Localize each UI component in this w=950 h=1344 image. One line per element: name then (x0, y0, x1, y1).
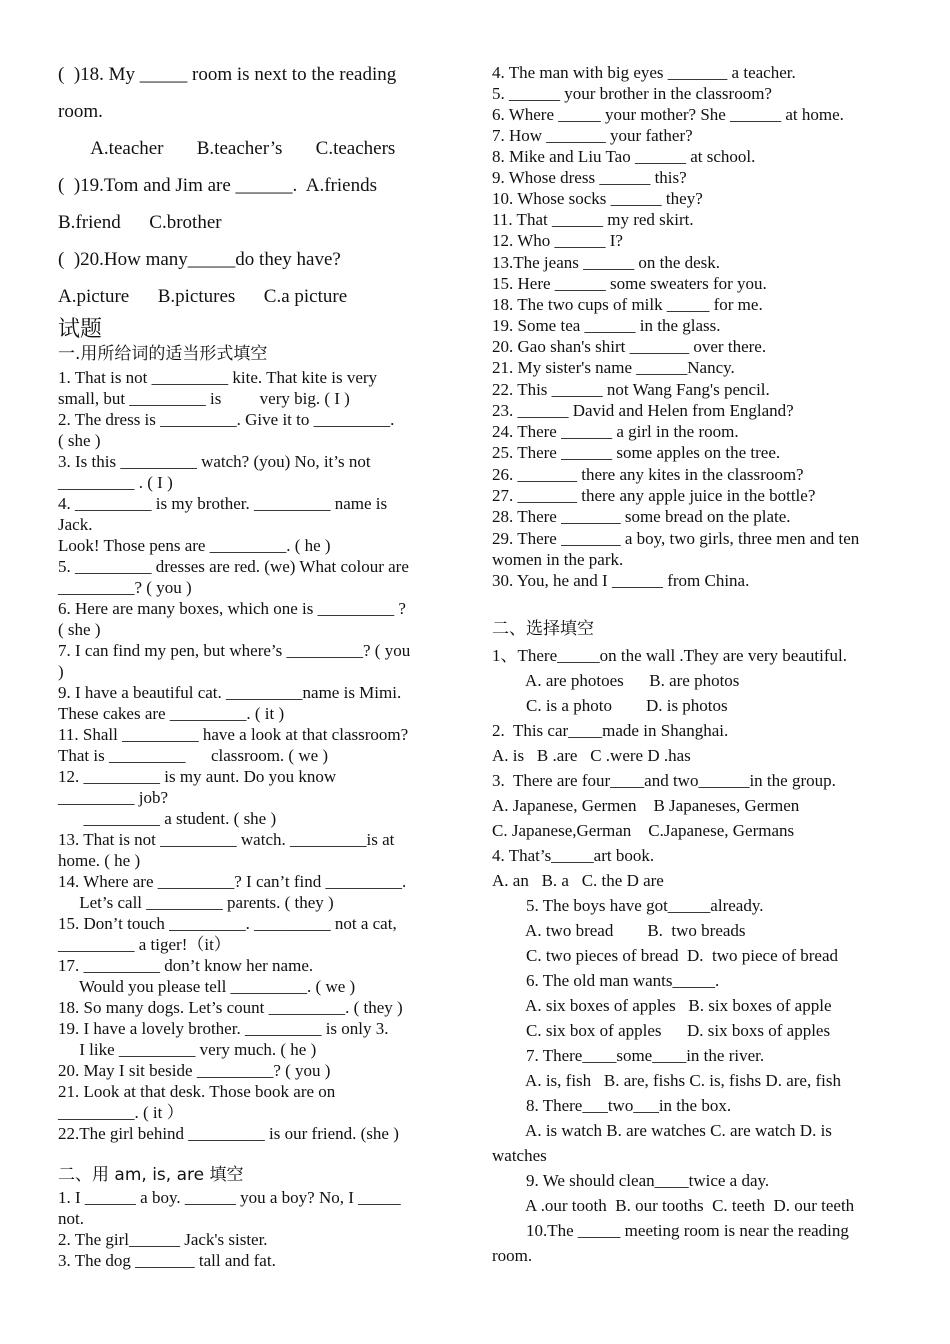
choice-line: C. six box of apples D. six boxs of apples (492, 1021, 831, 1040)
exercise-line: _________ job? (58, 788, 169, 807)
choice-line: 7. There____some____in the river. (492, 1046, 765, 1065)
exercise-line: I like _________ very much. ( he ) (58, 1040, 317, 1059)
choice-line: A. is watch B. are watches C. are watch D. is (492, 1121, 832, 1140)
exercise-line: 29. There _______ a boy, two girls, three men and ten (492, 529, 860, 548)
exercise-line: 9. I have a beautiful cat. _________name is Mimi. (58, 683, 402, 702)
exercise-line: 13.The jeans ______ on the desk. (492, 253, 721, 272)
exercise-line: 4. The man with big eyes _______ a teacher. (492, 63, 796, 82)
question-18-options: A.teacher B.teacher’s C.teachers (58, 138, 396, 159)
exercise-line: 6. Where _____ your mother? She ______ at home. (492, 105, 844, 124)
choice-line: room. (492, 1246, 533, 1265)
exercise-line: 11. That ______ my red skirt. (492, 210, 694, 229)
exercise-line: 12. _________ is my aunt. Do you know (58, 767, 337, 786)
exercise-line: 5. ______ your brother in the classroom? (492, 84, 772, 103)
exercise-line: _________. ( it ） (58, 1103, 184, 1122)
exercise-line: 3. Is this _________ watch? (you) No, it’s not (58, 452, 371, 471)
exercise-line: 1. I ______ a boy. ______ you a boy? No, I _____ (58, 1188, 401, 1207)
exercise-line: 22. This ______ not Wang Fang's pencil. (492, 380, 770, 399)
exercise-line: That is _________ classroom. ( we ) (58, 746, 329, 765)
exercise-line: 3. The dog _______ tall and fat. (58, 1251, 276, 1270)
section-heading: 一.用所给词的适当形式填空 (58, 344, 268, 364)
exercise-line: 9. Whose dress ______ this? (492, 168, 687, 187)
question-19-line: ( )19.Tom and Jim are ______. A.friends (58, 175, 377, 196)
exercise-line: 25. There ______ some apples on the tree. (492, 443, 781, 462)
section-heading: 二、选择填空 (492, 619, 594, 639)
exercise-line: 21. My sister's name ______Nancy. (492, 358, 735, 377)
exercise-line: Look! Those pens are _________. ( he ) (58, 536, 331, 555)
exercise-line: 8. Mike and Liu Tao ______ at school. (492, 147, 756, 166)
exercise-line: 1. That is not _________ kite. That kite is very (58, 368, 378, 387)
exercise-line: 2. The dress is _________. Give it to _________. (58, 410, 395, 429)
exercise-line: 7. I can find my pen, but where’s _________? ( you (58, 641, 411, 660)
exercise-line: These cakes are _________. ( it ) (58, 704, 285, 723)
choice-line: C. Japanese,German C.Japanese, Germans (492, 821, 795, 840)
exercise-line: 10. Whose socks ______ they? (492, 189, 703, 208)
exercise-line: 11. Shall _________ have a look at that classroom? (58, 725, 409, 744)
choice-line: 8. There___two___in the box. (492, 1096, 732, 1115)
choice-line: 1、There_____on the wall .They are very beautiful. (492, 646, 847, 665)
exercise-line: _________? ( you ) (58, 578, 192, 597)
exercise-line: 12. Who ______ I? (492, 231, 623, 250)
choice-line: 10.The _____ meeting room is near the reading (492, 1221, 849, 1240)
exercise-line: 22.The girl behind _________ is our friend. (she ) (58, 1124, 399, 1143)
exercise-line: 14. Where are _________? I can’t find _________. (58, 872, 407, 891)
exercise-line: _________ a student. ( she ) (58, 809, 277, 828)
exercise-line: 19. I have a lovely brother. _________ is only 3. (58, 1019, 389, 1038)
exercise-line: 15. Don’t touch _________. _________ not a cat, (58, 914, 397, 933)
exercise-line: 28. There _______ some bread on the plate. (492, 507, 791, 526)
question-20-line: ( )20.How many_____do they have? (58, 249, 341, 270)
exercise-line: 7. How _______ your father? (492, 126, 693, 145)
choice-line: A .our tooth B. our tooths C. teeth D. our teeth (492, 1196, 855, 1215)
exercise-line: 5. _________ dresses are red. (we) What colour are (58, 557, 409, 576)
exercise-line: 4. _________ is my brother. _________ name is (58, 494, 388, 513)
exercise-line: ( she ) (58, 620, 101, 639)
exercise-line: 18. The two cups of milk _____ for me. (492, 295, 763, 314)
exercise-line: 30. You, he and I ______ from China. (492, 571, 750, 590)
exercise-line: 19. Some tea ______ in the glass. (492, 316, 721, 335)
exercise-line: 27. _______ there any apple juice in the bottle? (492, 486, 816, 505)
choice-line: C. two pieces of bread D. two piece of bread (492, 946, 839, 965)
choice-line: A. is, fish B. are, fishs C. is, fishs D. are, fish (492, 1071, 841, 1090)
choice-line: 3. There are four____and two______in the group. (492, 771, 836, 790)
exercise-line: Let’s call _________ parents. ( they ) (58, 893, 334, 912)
section-heading: 二、用 am, is, are 填空 (58, 1165, 244, 1185)
exercise-line: 17. _________ don’t know her name. (58, 956, 314, 975)
choice-line: 2. This car____made in Shanghai. (492, 721, 729, 740)
exercise-line: 21. Look at that desk. Those book are on (58, 1082, 336, 1101)
exercise-line: _________ . ( I ) (58, 473, 173, 492)
exercise-line: small, but _________ is very big. ( I ) (58, 389, 350, 408)
exercise-line: 20. Gao shan's shirt _______ over there. (492, 337, 767, 356)
exercise-line: Would you please tell _________. ( we ) (58, 977, 356, 996)
choice-line: A. Japanese, Germen B Japaneses, Germen (492, 796, 800, 815)
choice-line: A. an B. a C. the D are (492, 871, 664, 890)
question-18-cont: room. (58, 101, 103, 122)
exercise-line: not. (58, 1209, 84, 1228)
choice-line: C. is a photo D. is photos (492, 696, 728, 715)
choice-line: A. six boxes of apples B. six boxes of apple (492, 996, 832, 1015)
exercise-line: 2. The girl______ Jack's sister. (58, 1230, 268, 1249)
exercise-line: 6. Here are many boxes, which one is _________ ? (58, 599, 406, 618)
question-19-options: B.friend C.brother (58, 212, 222, 233)
choice-line: watches (492, 1146, 547, 1165)
exercise-line: women in the park. (492, 550, 624, 569)
exercise-line: 24. There ______ a girl in the room. (492, 422, 739, 441)
choice-line: 4. That’s_____art book. (492, 846, 655, 865)
exercise-line: 23. ______ David and Helen from England? (492, 401, 794, 420)
choice-line: A. is B .are C .were D .has (492, 746, 691, 765)
choice-line: A. are photoes B. are photos (492, 671, 740, 690)
exercise-line: 13. That is not _________ watch. _________is at (58, 830, 395, 849)
exercise-line: 26. _______ there any kites in the classroom? (492, 465, 804, 484)
page-title: 试题 (58, 317, 103, 342)
exercise-line: home. ( he ) (58, 851, 141, 870)
choice-line: 5. The boys have got_____already. (492, 896, 764, 915)
choice-line: 6. The old man wants_____. (492, 971, 720, 990)
exercise-line: ( she ) (58, 431, 101, 450)
exercise-line: _________ a tiger!（it） (58, 935, 231, 954)
exercise-line: 20. May I sit beside _________? ( you ) (58, 1061, 331, 1080)
exercise-line: ) (58, 662, 64, 681)
exercise-line: Jack. (58, 515, 93, 534)
question-20-options: A.picture B.pictures C.a picture (58, 286, 348, 307)
choice-line: 9. We should clean____twice a day. (492, 1171, 770, 1190)
exercise-line: 18. So many dogs. Let’s count _________. ( they ) (58, 998, 403, 1017)
exercise-line: 15. Here ______ some sweaters for you. (492, 274, 767, 293)
question-18-line: ( )18. My _____ room is next to the reading (58, 64, 397, 85)
choice-line: A. two bread B. two breads (492, 921, 746, 940)
